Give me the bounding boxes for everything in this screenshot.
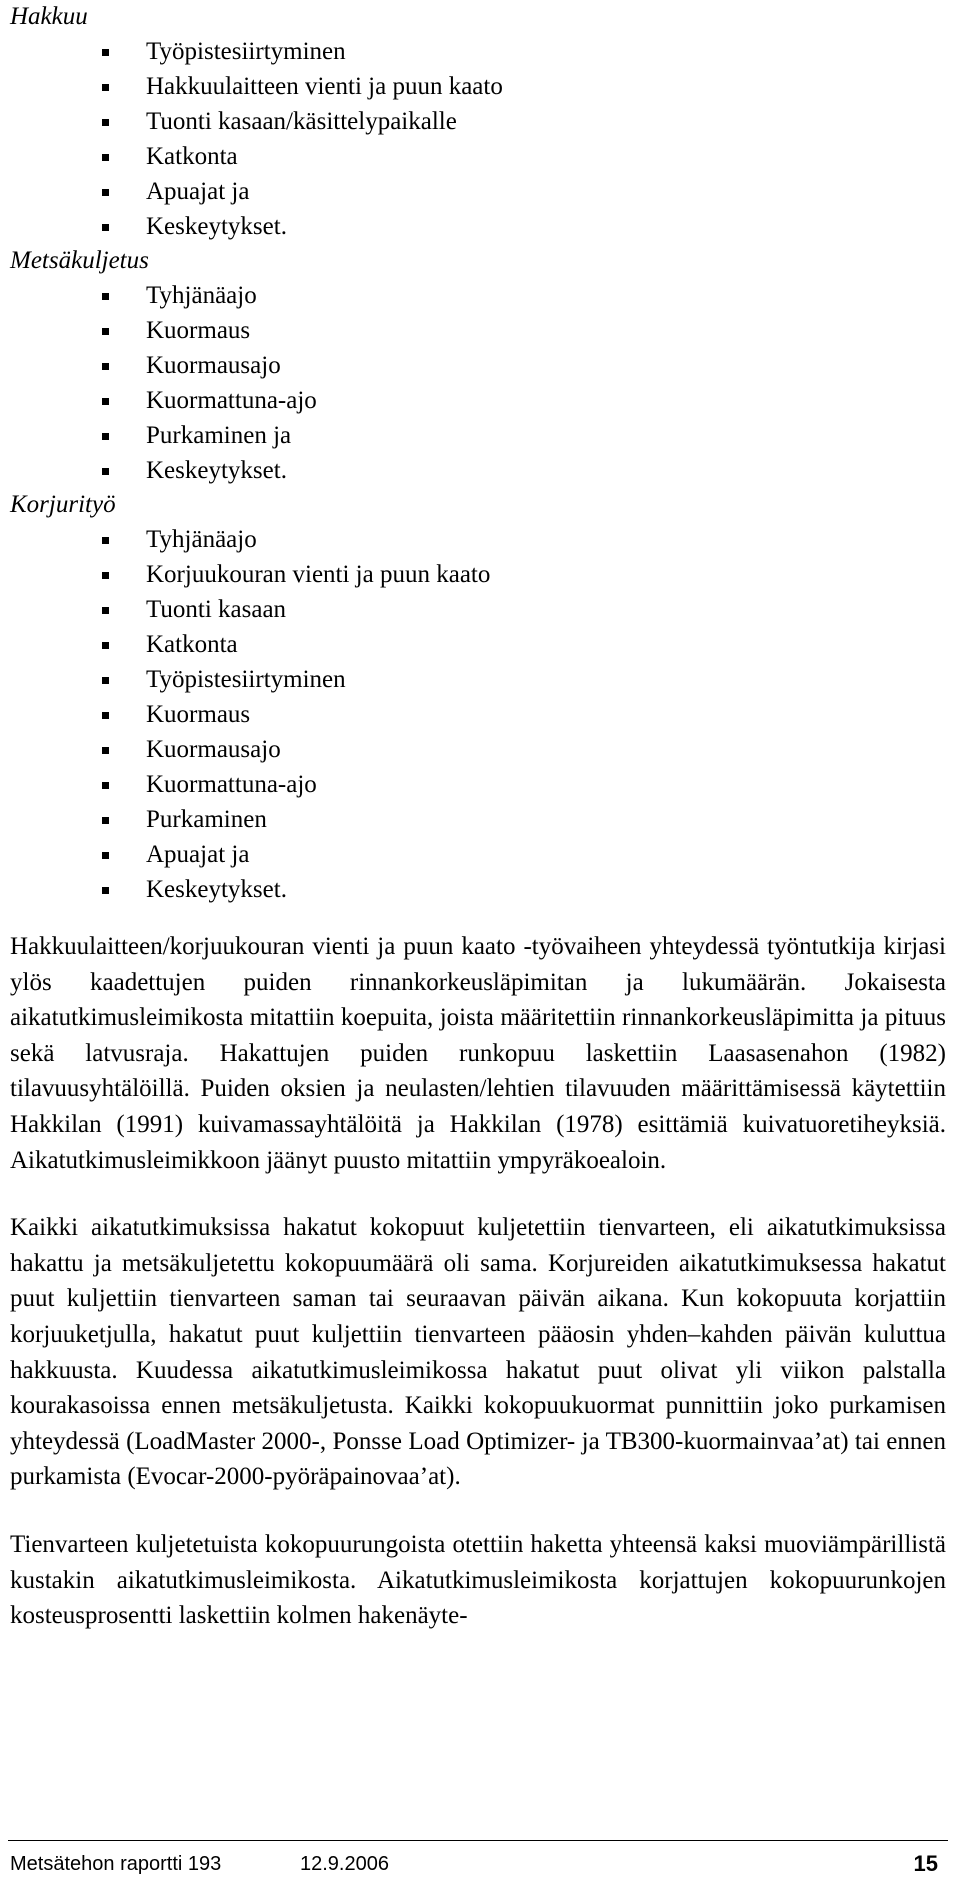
list-item-text: Katkonta xyxy=(146,631,238,658)
section-metsakuljetus xyxy=(10,244,950,488)
list-item xyxy=(102,209,950,244)
list-item-text: Hakkuulaitteen vienti ja puun kaato xyxy=(146,73,503,100)
section-heading: Hakkuu xyxy=(10,3,88,30)
bullet-icon xyxy=(102,747,109,754)
list-item-text: Kuormattuna-ajo xyxy=(146,387,317,414)
spacer xyxy=(10,1178,950,1210)
body-paragraph: Kaikki aikatutkimuksissa hakatut kokopuut kuljetettiin tienvarteen, eli aikatutkimuksissa hakattu ja metsäkuljetettu kokopuumäärä oli sama. Korjureiden aikatutkimuksessa hakatut puut kuljettiin tienvarteen saman tai seuraavan päivän aikana. Kun kokopuuta korjattiin korjuuketjulla, hakatut puut kuljettiin tienvarteen pääosin yhden–kahden päivän kuluttua hakkuusta. Kuudessa aikatutkimusleimikossa hakatut puut olivat yli viikon palstalla kourakasoissa ennen metsäkuljetusta. Kaikki kokopuukuormat punnittiin joko purkamisen yhteydessä (LoadMaster 2000-, Ponsse Load Optimizer- ja TB300-kuormainvaa’at) tai ennen purkamista (Evocar-2000-pyöräpainovaa’at). xyxy=(10,1214,946,1491)
spacer xyxy=(10,907,950,929)
bullet-icon xyxy=(102,642,109,649)
list-item xyxy=(102,348,950,383)
bullet-icon xyxy=(102,154,109,161)
bullet-list xyxy=(10,34,950,244)
page-footer xyxy=(8,1840,948,1889)
bullet-icon xyxy=(102,468,109,475)
list-item-text: Keskeytykset. xyxy=(146,876,287,903)
list-item-text: Kuormausajo xyxy=(146,352,281,379)
bullet-icon xyxy=(102,817,109,824)
bullet-icon xyxy=(102,887,109,894)
list-item xyxy=(102,278,950,313)
list-item-text: Kuormausajo xyxy=(146,736,281,763)
list-item xyxy=(102,837,950,872)
list-item xyxy=(102,767,950,802)
list-item-text: Keskeytykset. xyxy=(146,213,287,240)
list-item xyxy=(102,802,950,837)
list-item-text: Katkonta xyxy=(146,143,238,170)
body-paragraph: Hakkuulaitteen/korjuukouran vienti ja puun kaato -työvaiheen yhteydessä työntutkija kirjasi ylös kaadettujen puiden rinnankorkeusläpimitan ja lukumäärän. Jokaisesta aikatutkimusleimikosta mitattiin koepuita, joista määritettiin rinnankorkeusläpimitta ja pituus sekä latvusraja. Hakattujen puiden runkopuu laskettiin Laasasenahon (1982) tilavuusyhtälöillä. Puiden oksien ja neulasten/lehtien tilavuuden määrittämisessä käytettiin Hakkilan (1991) kuivamassayhtälöitä ja Hakkilan (1978) esittämiä kuivatuoretiheyksiä. Aikatutkimusleimikkoon jäänyt puusto mitattiin ympyräkoealoin. xyxy=(10,933,946,1174)
list-item-text: Keskeytykset. xyxy=(146,457,287,484)
bullet-icon xyxy=(102,363,109,370)
list-item xyxy=(102,872,950,907)
list-item-text: Purkaminen ja xyxy=(146,422,292,449)
footer-date: 12.9.2006 xyxy=(300,1853,389,1875)
list-item xyxy=(102,313,950,348)
list-item xyxy=(102,139,950,174)
list-item xyxy=(102,69,950,104)
list-item xyxy=(102,174,950,209)
list-item xyxy=(102,34,950,69)
footer-publication: Metsätehon raportti 193 xyxy=(10,1853,222,1875)
list-item-text: Tyhjänäajo xyxy=(146,526,257,553)
section-heading: Metsäkuljetus xyxy=(10,247,149,274)
bullet-icon xyxy=(102,49,109,56)
list-item xyxy=(102,592,950,627)
bullet-icon xyxy=(102,537,109,544)
list-item xyxy=(102,522,950,557)
page-content xyxy=(10,0,950,1634)
bullet-icon xyxy=(102,293,109,300)
bullet-icon xyxy=(102,189,109,196)
list-item xyxy=(102,418,950,453)
list-item xyxy=(102,104,950,139)
list-item xyxy=(102,453,950,488)
list-item-text: Apuajat ja xyxy=(146,178,250,205)
bullet-icon xyxy=(102,398,109,405)
bullet-icon xyxy=(102,852,109,859)
list-item xyxy=(102,627,950,662)
bullet-icon xyxy=(102,224,109,231)
list-item-text: Työpistesiirtyminen xyxy=(146,666,346,693)
bullet-list xyxy=(10,278,950,488)
list-item xyxy=(102,732,950,767)
bullet-icon xyxy=(102,119,109,126)
bullet-icon xyxy=(102,84,109,91)
bullet-icon xyxy=(102,572,109,579)
list-item-text: Työpistesiirtyminen xyxy=(146,38,346,65)
list-item-text: Tuonti kasaan/käsittelypaikalle xyxy=(146,108,457,135)
list-item xyxy=(102,697,950,732)
bullet-icon xyxy=(102,433,109,440)
list-item-text: Korjuukouran vienti ja puun kaato xyxy=(146,561,491,588)
list-item-text: Apuajat ja xyxy=(146,841,250,868)
body-paragraph: Tienvarteen kuljetetuista kokopuurungoista otettiin haketta yhteensä kaksi muoviämpärillistä kustakin aikatutkimusleimikosta. Aikatutkimusleimikosta korjattujen kokopuurunkojen kosteusprosentti laskettiin kolmen hakenäyte- xyxy=(10,1530,946,1630)
spacer xyxy=(10,1495,950,1527)
list-item-text: Tuonti kasaan xyxy=(146,596,287,623)
bullet-icon xyxy=(102,782,109,789)
bullet-icon xyxy=(102,607,109,614)
bullet-icon xyxy=(102,328,109,335)
section-hakkuu xyxy=(10,0,950,244)
bullet-icon xyxy=(102,677,109,684)
list-item xyxy=(102,557,950,592)
section-korjurityo xyxy=(10,488,950,907)
list-item-text: Purkaminen xyxy=(146,806,267,833)
list-item xyxy=(102,383,950,418)
list-item-text: Kuormaus xyxy=(146,317,251,344)
page-number: 15 xyxy=(913,1851,938,1876)
list-item xyxy=(102,662,950,697)
list-item-text: Tyhjänäajo xyxy=(146,282,257,309)
list-item-text: Kuormaus xyxy=(146,701,251,728)
bullet-icon xyxy=(102,712,109,719)
list-item-text: Kuormattuna-ajo xyxy=(146,771,317,798)
bullet-list xyxy=(10,522,950,907)
section-heading: Korjurityö xyxy=(10,491,116,518)
